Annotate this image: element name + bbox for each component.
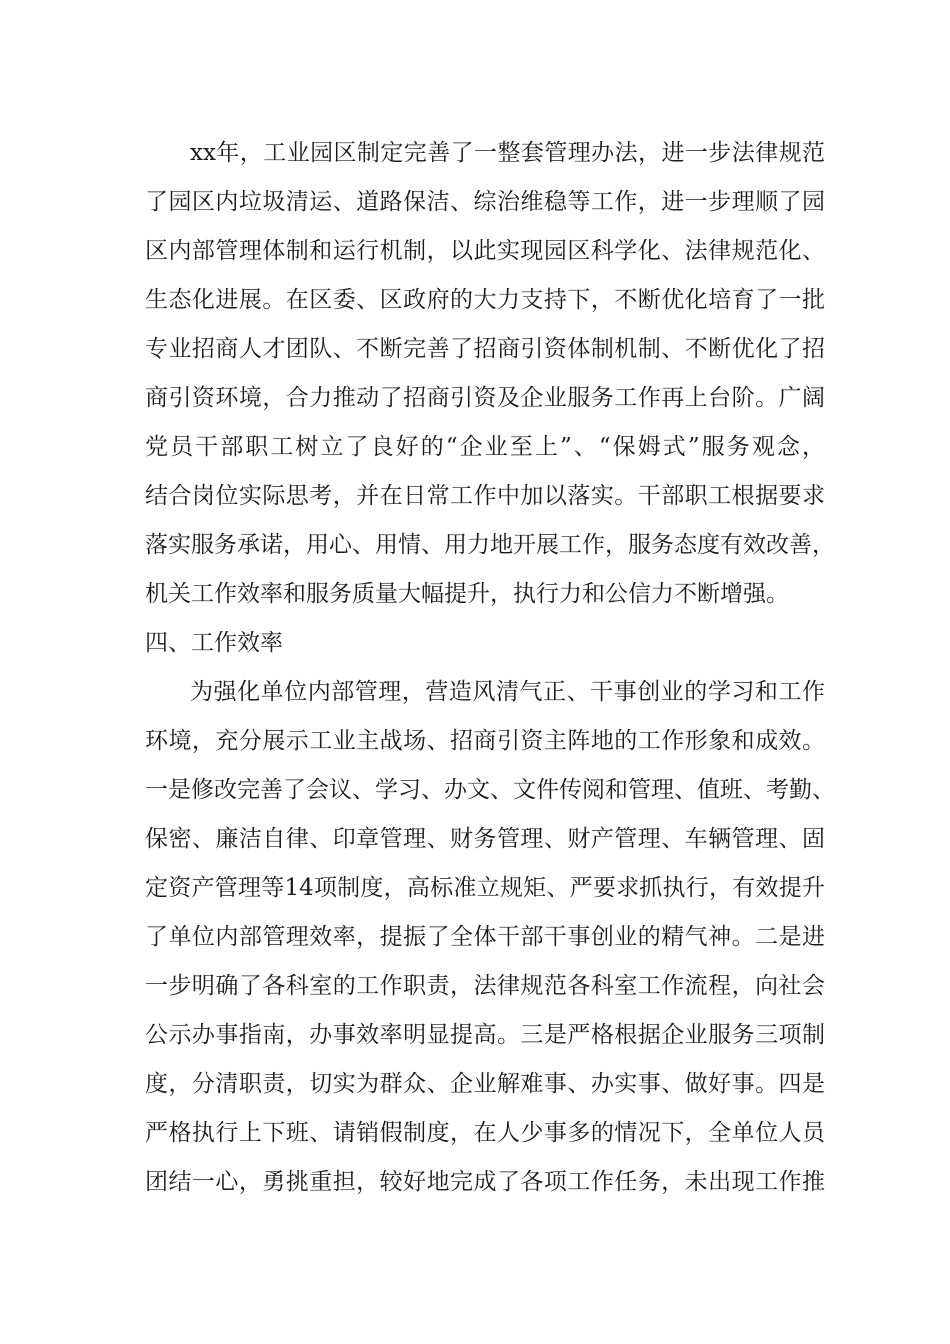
paragraph-2-line-3: 一是修改完善了会议、学习、办文、文件传阅和管理、值班、考勤、: [145, 777, 835, 803]
paragraph-2-line-4: 保密、廉洁自律、印章管理、财务管理、财产管理、车辆管理、固: [145, 826, 825, 852]
paragraph-1-line-1: xx年，工业园区制定完善了一整套管理办法，进一步法律规范: [190, 140, 825, 166]
paragraph-1-line-4: 生态化进展。在区委、区政府的大力支持下，不断优化培育了一批: [145, 287, 825, 313]
section-heading: 四、工作效率: [145, 630, 283, 656]
paragraph-1-line-9: 落实服务承诺，用心、用情、用力地开展工作，服务态度有效改善，: [145, 532, 835, 558]
paragraph-1-line-8: 结合岗位实际思考，并在日常工作中加以落实。干部职工根据要求: [145, 483, 825, 509]
paragraph-1-line-3: 区内部管理体制和运行机制，以此实现园区科学化、法律规范化、: [145, 238, 825, 264]
paragraph-2-line-2: 环境，充分展示工业主战场、招商引资主阵地的工作形象和成效。: [145, 728, 825, 754]
paragraph-1-line-6: 商引资环境，合力推动了招商引资及企业服务工作再上台阶。广阔: [145, 385, 825, 411]
paragraph-2-line-8: 公示办事指南，办事效率明显提高。三是严格根据企业服务三项制: [145, 1022, 825, 1048]
paragraph-2-line-5: 定资产管理等14项制度，高标准立规矩、严要求抓执行，有效提升: [145, 875, 825, 901]
paragraph-1-line-7: 党员干部职工树立了良好的“企业至上”、“保姆式”服务观念，: [145, 434, 825, 460]
paragraph-2-line-9: 度，分清职责，切实为群众、企业解难事、办实事、做好事。四是: [145, 1071, 825, 1097]
paragraph-2-line-1: 为强化单位内部管理，营造风清气正、干事创业的学习和工作: [190, 679, 825, 705]
paragraph-1-line-5: 专业招商人才团队、不断完善了招商引资体制机制、不断优化了招: [145, 336, 825, 362]
paragraph-2-line-10: 严格执行上下班、请销假制度，在人少事多的情况下，全单位人员: [145, 1120, 825, 1146]
paragraph-2-line-7: 一步明确了各科室的工作职责，法律规范各科室工作流程，向社会: [145, 973, 825, 999]
paragraph-1-line-10: 机关工作效率和服务质量大幅提升，执行力和公信力不断增强。: [145, 581, 789, 607]
paragraph-2-line-11: 团结一心，勇挑重担，较好地完成了各项工作任务，未出现工作推: [145, 1169, 825, 1195]
paragraph-2-line-6: 了单位内部管理效率，提振了全体干部干事创业的精气神。二是进: [145, 924, 825, 950]
paragraph-1-line-2: 了园区内垃圾清运、道路保洁、综治维稳等工作，进一步理顺了园: [145, 189, 825, 215]
